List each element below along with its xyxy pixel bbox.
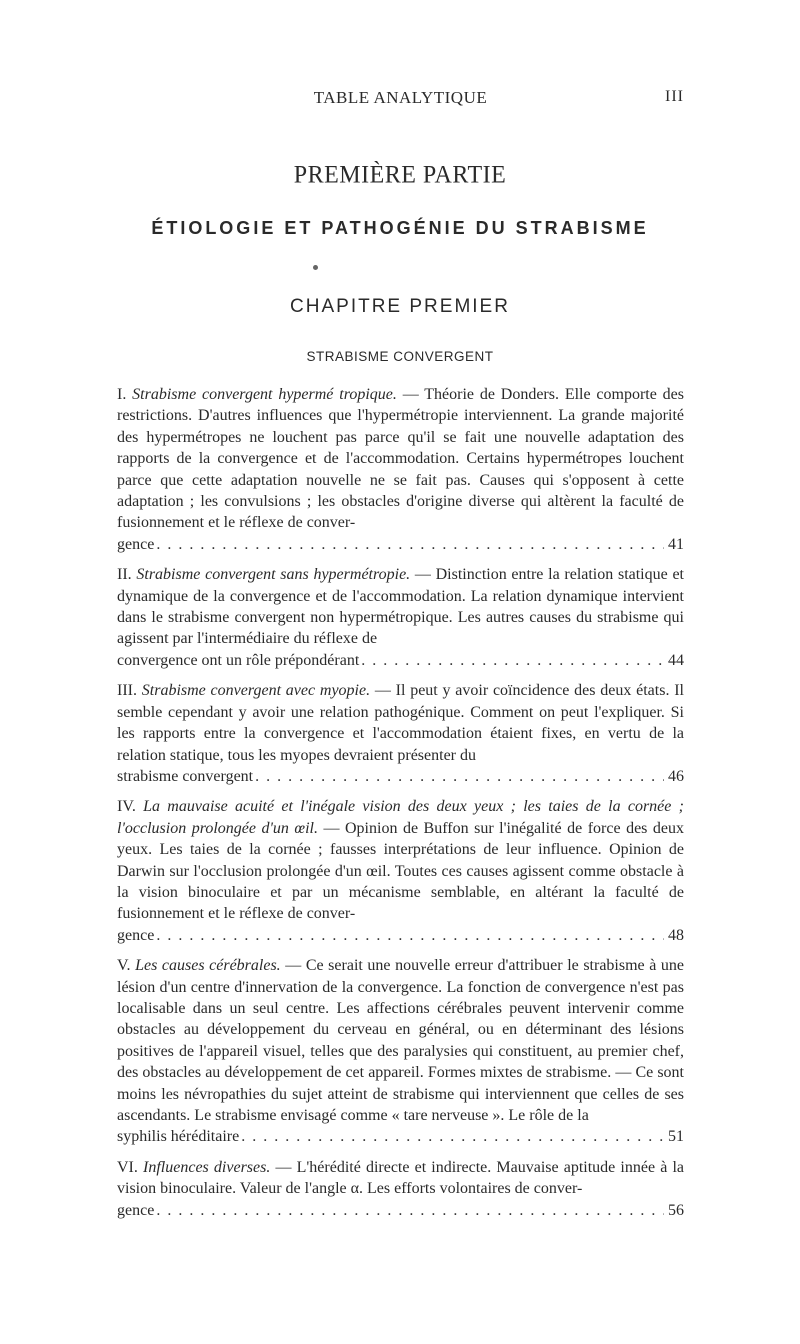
entry-last-line: gence [117,1201,155,1219]
entry-leader-line [117,650,684,671]
chapter-title: CHAPITRE PREMIER [290,296,510,317]
entry-number: I. [117,386,127,403]
entry-paragraph [117,1157,684,1200]
entry-paragraph [117,680,684,766]
toc-entry [117,680,684,787]
entry-paragraph [117,564,684,650]
entry-body: — Distinction entre la relation statique et dynamique de la convergence et de l'accommodation. La relation dynamique intervient dans le strabisme convergent non hypermétropique. Les autres causes du strabisme qui agissent par l'intermédiaire du réflexe de [117,566,684,648]
entry-title: Strabisme convergent hypermé tropique. [132,386,397,403]
dot-leader [156,534,664,555]
entry-paragraph [117,384,684,534]
entry-last-line: convergence ont un rôle prépondérant [117,651,360,669]
entry-paragraph [117,796,684,924]
entry-body: — Opinion de Buffon sur l'inégalité de force des deux yeux. Les taies de la cornée ; fausses interprétations de leur influence. Opinion de Darwin sur l'occlusion prolongée d'un œil. Toutes ces causes agissent comme obstacle à la vision binoculaire et par un mécanisme semblable, en altérant la faculté de fusionnement et le réflexe de conver- [117,819,685,923]
entry-title: Influences diverses. [143,1158,271,1176]
running-title: TABLE ANALYTIQUE [313,88,488,107]
entry-page-number: 46 [668,767,684,785]
running-head [117,88,684,110]
page-folio: III [665,88,684,105]
toc-entry [117,384,684,555]
toc-entry [117,955,684,1148]
entry-number: II. [117,566,132,584]
entry-body: — Il peut y avoir coïncidence des deux états. Il semble cependant y avoir une relation pathogénique. Comment on peut l'expliquer. Si les rapports entre la convergence et l'accommodation étaient fixes, en vertu de la relation statique, tous les myopes devraient présenter du [117,682,684,764]
entry-leader-line [117,1200,684,1221]
entry-leader-line [117,925,684,946]
entry-page-number: 48 [668,926,684,944]
dot-leader [255,766,664,787]
toc-entry [117,1157,684,1221]
entry-page-number: 56 [668,1201,684,1219]
entry-last-line: gence [117,535,155,553]
dot-leader [361,650,664,671]
entry-number: IV. [117,798,136,816]
part-subtitle: ÉTIOLOGIE ET PATHOGÉNIE DU STRABISME [151,218,649,238]
entry-last-line: strabisme convergent [117,767,254,785]
entry-leader-line [117,534,684,555]
entry-body: — Ce serait une nouvelle erreur d'attribuer le strabisme à une lésion d'un centre d'innervation de la convergence. La fonction de convergence n'est pas localisable dans un seul centre. Les affections cérébrales peuvent intervenir comme obstacles au développement du cerveau en général, ou en déterminant des lésions positives de l'appareil visuel, telles que des paralysies qui constituent, au premier chef, des obstacles au développement de cet appareil. Formes mixtes de strabisme. — Ce sont moins les névropathies du sujet atteint de strabisme qui interviennent que celles de ses ascendants. Le strabisme envisagé comme « tare nerveuse ». Le rôle de la [117,957,685,1124]
entry-title: Les causes cérébrales. [135,957,281,975]
chapter-subtitle: STRABISME CONVERGENT [306,349,494,364]
entry-number: V. [117,957,131,975]
entry-number: VI. [117,1158,138,1176]
dot-leader [156,925,664,946]
entry-title: La mauvaise acuité et l'inégale vision des deux yeux ; les taies de la cornée ; l'occlusion prolongée d'un œil. [117,798,684,837]
entry-title: Strabisme convergent sans hypermétropie. [136,566,411,584]
entry-page-number: 44 [668,651,684,669]
toc-entries [117,384,684,1230]
dot-leader [156,1200,664,1221]
toc-entry [117,796,684,946]
entry-leader-line [117,766,684,787]
ornament-dot [313,265,318,270]
entry-title: Strabisme convergent avec myopie. [141,682,371,700]
entry-paragraph [117,955,684,1126]
entry-body: — Théorie de Donders. Elle comporte des restrictions. D'autres influences que l'hypermétropie interviennent. La grande majorité des hypermétropes ne louchent pas parce qu'il se fait une nouvelle adaptation des rapports de la convergence et de l'accommodation. Certains hypermétropes louchent parce que cette adaptation nouvelle ne se fait pas. Causes qui s'opposent à cette adaptation ; les convulsions ; les obstacles d'origine diverse qui altèrent la faculté de fusionnement et le réflexe de conver- [117,386,685,532]
entry-number: III. [117,682,137,700]
entry-leader-line [117,1126,684,1147]
entry-page-number: 51 [668,1128,684,1146]
entry-page-number: 41 [668,535,684,553]
part-title: PREMIÈRE PARTIE [293,161,507,189]
toc-entry [117,564,684,671]
dot-leader [241,1126,664,1147]
entry-last-line: gence [117,926,155,944]
entry-last-line: syphilis héréditaire [117,1128,240,1146]
entry-body: — L'hérédité directe et indirecte. Mauvaise aptitude innée à la vision binoculaire. Valeur de l'angle α. Les efforts volontaires de conver- [117,1158,684,1198]
